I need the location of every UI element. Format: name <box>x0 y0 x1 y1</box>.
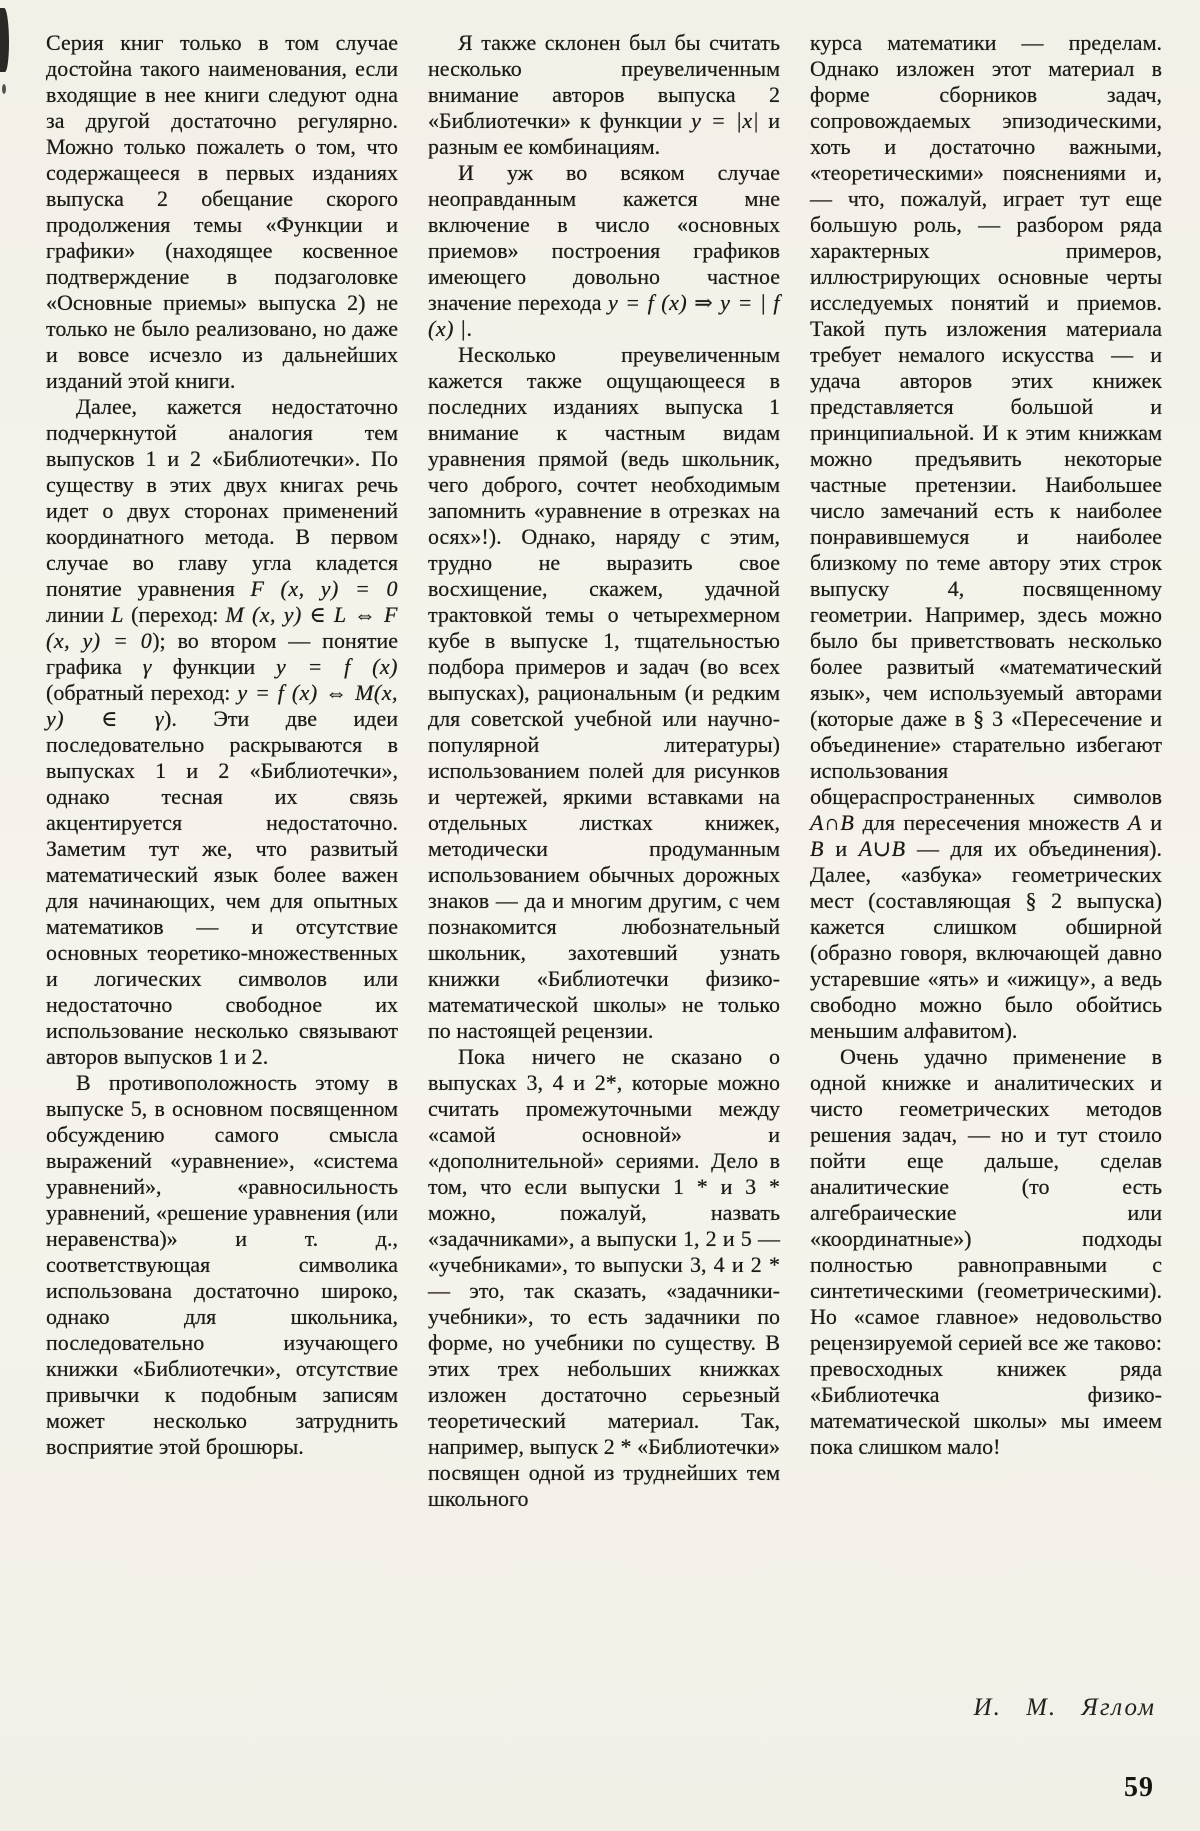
column-3 <box>810 30 1162 1460</box>
text-run: и разным ее комбинациям. <box>428 108 780 159</box>
scan-artifact <box>0 8 9 72</box>
text-run: и <box>823 836 859 861</box>
text-run: Серия книг только в том случае достойна такого наименования, если входящие в нее книги следуют одна за другой достаточно регулярно. Можно только пожалеть о том, что содержащееся в первых изданиях выпуска 2 обещание скорого продолжения темы «Функции и графики» (находящее косвенное подтверждение в подзаголовке «Основные приемы» выпуска 2) не только не было реализовано, но даже и вовсе исчезло из дальнейших изданий этой книги. <box>46 30 398 393</box>
math-formula: L <box>111 602 124 627</box>
text-run: Очень удачно применение в одной книжке и аналитических и чисто геометрических методов решения задач, — но и тут стоило пойти еще дальше, сделав аналитические (то есть алгебраические или «координатные») подходы полностью равноправными с синтетическими (геометрическими). Но «самое главное» недовольство рецензируемой серией все же таково: превосходных книжек ряда «Библиотечка физико-математической школы» мы имеем пока слишком мало! <box>810 1044 1162 1459</box>
text-run: Далее, кажется недостаточно подчеркнутой аналогия тем выпусков 1 и 2 «Библиотечки». По существу в этих двух книгах речь идет о двух сторонах применений координатного метода. В первом случае во главу угла кладется понятие уравнения <box>46 394 398 601</box>
paragraph <box>428 1044 780 1512</box>
text-run: ); во втором — понятие графика <box>46 628 398 679</box>
paragraph <box>428 160 780 342</box>
text-run: функции <box>151 654 276 679</box>
text-run: и <box>1141 810 1162 835</box>
math-formula: F (x, y) = 0 <box>250 576 398 601</box>
column-1 <box>46 30 398 1460</box>
text-run: ). Эти две идеи последовательно раскрываются в выпусках 1 и 2 «Библиотечки», однако тесная их связь акцентируется недостаточно. Заметим тут же, что развитый математический язык более важен для начинающих, чем для опытных математиков — и отсутствие основных теоретико-множественных и логических символов или недостаточно свободное их использование несколько связывают авторов выпусков 1 и 2. <box>46 706 398 1069</box>
paragraph <box>46 1070 398 1460</box>
text-run: для пересечения множеств <box>854 810 1128 835</box>
math-formula: y = f (x) ⇔ M(x, y) ∈ γ <box>46 680 398 731</box>
text-run: . <box>466 316 472 341</box>
scan-artifact <box>2 84 6 94</box>
math-formula: A∪B <box>858 836 906 861</box>
author-signature: И. М. Яглом <box>973 1694 1156 1721</box>
paragraph <box>428 30 780 160</box>
text-run: курса математики — пределам. Однако изложен этот материал в форме сборников задач, сопровождаемых эпизодическими, хоть и достаточно важными, «теоретическими» пояснениями и, — что, пожалуй, играет тут еще большую роль, — разбором ряда характерных примеров, иллюстрирующих основные черты исследуемых понятий и приемов. Такой путь изложения материала требует немалого искусства — и удача авторов этих книжек представляется большой и принципиальной. И к этим книжкам можно предъявить некоторые частные претензии. Наибольшее число замечаний есть к наиболее понравившемуся и наиболее близкому по теме автору этих строк выпуску 4, посвященному геометрии. Например, здесь можно было бы приветствовать несколько более развитый «математический язык», чем используемый авторами (которые даже в § 3 «Пересечение и объединение» старательно избегают использования общераспространенных символов <box>810 30 1162 809</box>
text-run: И уж во всяком случае неоправданным кажется мне включение в число «основных приемов» построения графиков имеющего довольно частное значение перехода <box>428 160 780 315</box>
math-formula: y = f (x) <box>275 654 398 679</box>
text-run: В противоположность этому в выпуске 5, в основном посвященном обсуждению самого смысла выражений «уравнение», «система уравнений», «равносильность уравнений, «решение уравнения (или неравенства)» и т. д., соответствующая символика использована достаточно широко, однако для школьника, последовательно изучающего книжки «Библиотечки», отсутствие привычки к подобным записям может несколько затруднить восприятие этой брошюры. <box>46 1070 398 1459</box>
math-formula: γ <box>142 654 152 679</box>
text-run: (переход: <box>123 602 226 627</box>
page-number: 59 <box>1124 1772 1154 1803</box>
paragraph <box>810 30 1162 1044</box>
math-formula: A <box>1127 810 1142 835</box>
math-formula: y = f (x) ⇒ y = | f (x) | <box>428 290 780 341</box>
paragraph <box>428 342 780 1044</box>
math-formula: B <box>810 836 824 861</box>
math-formula: y = |x| <box>691 108 760 133</box>
paragraph <box>46 30 398 394</box>
text-run: линии <box>46 602 112 627</box>
column-2 <box>428 30 780 1512</box>
text-run: Несколько преувеличенным кажется также ощущающееся в последних изданиях выпуска 1 внимание к частным видам уравнения прямой (ведь школьник, чего доброго, сочтет необходимым запомнить «уравнение в отрезках на осях»!). Однако, наряду с этим, трудно не выразить свое восхищение, скажем, удачной трактовкой темы о четырехмерном кубе в выпуске 1, тщательностью подбора примеров и задач (во всех выпусках), рациональным (и редким для советской учебной или научно-популярной литературы) использованием полей для рисунков и чертежей, яркими вставками на отдельных листках книжек, методически продуманным использованием обычных дорожных знаков — да и многим другим, с чем познакомится любознательный школьник, захотевший узнать книжки «Библиотечки физико-математической школы» не только по настоящей рецензии. <box>428 342 780 1043</box>
text-run: (обратный переход: <box>46 680 238 705</box>
text-run: — для их объединения). Далее, «азбука» геометрических мест (составляющая § 2 выпуска) кажется слишком обширной (образно говоря, включающей давно устаревшие «ять» и «ижицу», а ведь свободно можно было обойтись меньшим алфавитом). <box>810 836 1163 1043</box>
paragraph <box>46 394 398 1070</box>
math-formula: M (x, y) ∈ L ⇔ F (x, y) = 0 <box>46 602 398 653</box>
paragraph <box>810 1044 1162 1460</box>
math-formula: A∩B <box>810 810 855 835</box>
text-run: Я также склонен был бы считать несколько преувеличенным внимание авторов выпуска 2 «Библиотечки» к функции <box>428 30 780 133</box>
text-run: Пока ничего не сказано о выпусках 3, 4 и 2*, которые можно считать промежуточными между «самой основной» и «дополнительной» сериями. Дело в том, что если выпуски 1 * и 3 * можно, пожалуй, назвать «задачниками», а выпуски 1, 2 и 5 — «учебниками», то выпуски 3, 4 и 2 * — это, так сказать, «задачники-учебники», то есть задачники по форме, но учебники по существу. В этих трех небольших книжках изложен достаточно серьезный теоретический материал. Так, например, выпуск 2 * «Библиотечки» посвящен одной из труднейших тем школьного <box>428 1044 780 1511</box>
